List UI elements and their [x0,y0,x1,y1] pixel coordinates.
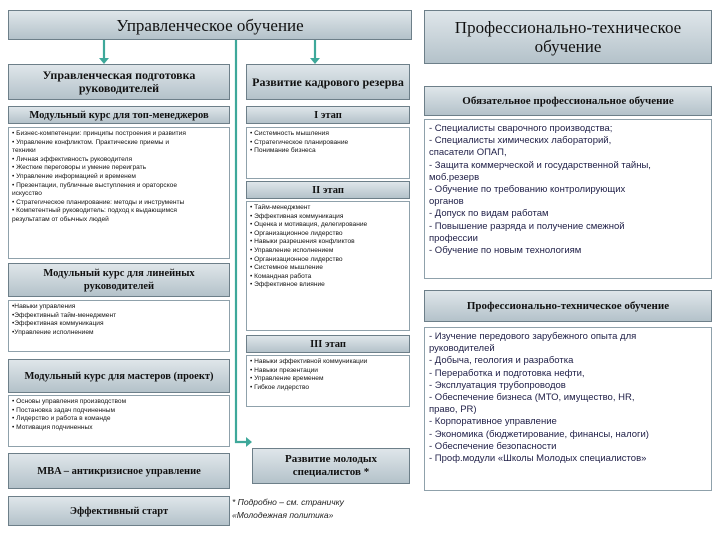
list-item: • Эффективное влияние [250,281,325,289]
list-item: • Постановка задач подчиненным [12,406,116,414]
list-item: • Личная эффективность руководителя [12,155,133,163]
list-item: • Командная работа [250,272,312,280]
list-item: моб.резерв [429,171,480,183]
list-item: - Изучение передового зарубежного опыта для [429,331,637,342]
stage-2-list [246,201,410,331]
list-item: • Гибкое лидерство [250,383,310,391]
list-item: • Организационное лидерство [250,255,343,263]
list-item: - Специалисты сварочного производства; [429,123,613,134]
young-specialists-text: Развитие молодых специалистов * [284,453,377,478]
top-managers-module-header [8,106,230,124]
top-managers-module-list [8,127,230,259]
list-item: • Управление исполнением [250,246,334,254]
stage-3-list [246,355,410,407]
list-item: • Стратегическое планирование: методы и инструменты [12,198,185,206]
list-item: • Управление конфликтом. Практические приемы и [12,138,170,146]
list-item: • Системное мышление [250,264,323,272]
list-item: органов [429,196,464,208]
list-item: - Защита коммерческой и государственной тайны, [429,159,651,171]
list-item: - Повышение разряда и получение смежной [429,220,625,232]
list-item: • Системность мышления [250,130,329,137]
masters-module-header [8,359,230,393]
list-item: • Стратегическое планирование [250,138,349,146]
list-item: • Оценка и мотивация, делегирование [250,221,368,229]
list-item: - Корпоративное управление [429,416,557,428]
list-item: • Бизнес-компетенции: принципы построения и развития [12,130,186,137]
list-item: - Допуск по видам работам [429,208,549,220]
technical-training-header [424,290,712,322]
stage-1-list [246,127,410,179]
list-item: техники [12,147,36,155]
list-item: • Эффективная коммуникация [250,212,344,220]
stage-3-title: III этап [310,338,346,350]
list-item: • Управление информацией и временем [12,172,136,180]
list-item: - Проф.модули «Школы Молодых специалистов» [429,453,647,465]
list-item: - Переработка и подготовка нефти, [429,367,585,379]
stage-1-title: I этап [314,109,342,121]
top-managers-module-title: Модульный курс для топ-менеджеров [29,109,209,121]
reserve-development-header-text: Развитие кадрового резерва [252,74,404,89]
list-item: - Эксплуатация трубопроводов [429,379,566,391]
list-item: - Экономика (бюджетирование, финансы, налоги) [429,428,649,440]
list-item: •Эффективный тайм-менеджмент [12,311,117,319]
list-item: • Навыки эффективной коммуникации [250,358,368,365]
line-managers-module-header [8,263,230,297]
line-managers-module-list [8,300,230,352]
list-item: •Эффективная коммуникация [12,320,104,328]
management-training-title-text: Управленческое обучение [116,15,304,35]
list-item: • Мотивация подчиненных [12,423,93,431]
list-item: - Добыча, геология и разработка [429,355,574,367]
mandatory-training-header [424,86,712,116]
list-item: • Понимание бизнеса [250,147,316,155]
line-managers-module-title: Модульный курс для линейных руководителей [43,268,195,292]
list-item: - Специалисты химических лабораторий, [429,135,612,147]
list-item: • Презентации, публичные выступления и ораторское [12,181,177,189]
list-item: - Обеспечение бизнеса (МТО, имущество, HR, [429,392,635,404]
management-preparation-header [8,64,230,100]
technical-training-list [424,327,712,491]
note-line-1: * Подробно – см. страничку [232,497,344,507]
list-item: • Тайм-менеджмент [250,204,311,211]
list-item: • Жесткие переговоры и умение переиграть [12,164,147,172]
list-item: спасатели ОПАП, [429,147,507,159]
young-specialists-note [232,496,412,526]
stage-3-header [246,335,410,353]
stage-2-header [246,181,410,199]
masters-module-list [8,395,230,447]
stage-1-header [246,106,410,124]
stage-2-title: II этап [312,184,344,196]
list-item: искусство [12,190,42,198]
masters-module-title: Модульный курс для мастеров (проект) [24,370,214,382]
list-item: - Обеспечение безопасности [429,440,557,452]
arrowhead-3 [246,437,252,447]
list-item: •Управление исполнением [12,328,94,336]
list-item: профессии [429,232,478,244]
effective-start-box [8,496,230,526]
list-item: • Управление временем [250,375,324,383]
reserve-development-header [246,64,410,100]
list-item: руководителей [429,343,495,355]
list-item: право, PR) [429,404,477,416]
list-item: • Навыки разрешения конфликтов [250,238,355,246]
list-item: - Обучение по требованию контролирующих [429,184,626,196]
management-training-title [8,10,412,40]
list-item: - Обучение по новым технологиям [429,245,582,257]
mandatory-training-header-text: Обязательное профессиональное обучение [462,95,674,107]
technical-training-title [424,10,712,64]
mba-text: MBA – антикризисное управление [37,465,201,477]
list-item: • Основы управления производством [12,398,127,405]
list-item: • Навыки презентации [250,366,318,374]
technical-training-header-text: Профессионально-техническое обучение [466,300,670,312]
young-specialists-box [252,448,410,484]
list-item: • Лидерство и работа в команде [12,415,111,423]
note-line-2: «Молодежная политика» [232,510,334,520]
mandatory-training-list [424,119,712,279]
effective-start-text: Эффективный старт [69,505,169,517]
mba-box [8,453,230,489]
list-item: • Организационное лидерство [250,229,343,237]
technical-training-title-text: Профессионально-техническое обучение [454,18,682,56]
list-item: результатам от обычных людей [12,215,109,223]
list-item: • Компетентный руководитель: подход к выдающимся [12,207,178,215]
list-item: •Навыки управления [12,303,76,310]
management-preparation-header-text: Управленческая подготовка руководителей [42,68,196,95]
